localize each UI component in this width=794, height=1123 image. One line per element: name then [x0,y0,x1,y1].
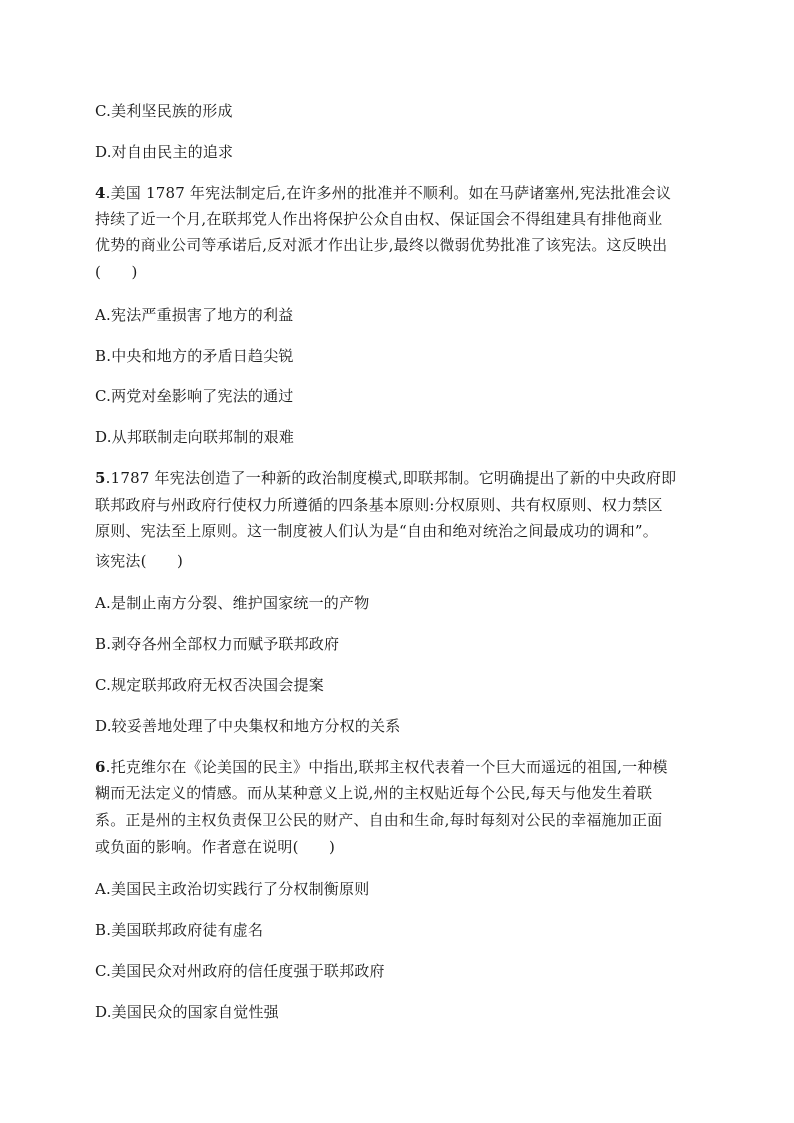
q4-option-d: D.从邦联制走向联邦制的艰难 [95,428,295,446]
q5-stem-line-4: 该宪法( ) [95,552,184,570]
q6-option-d: D.美国民众的国家自觉性强 [95,1003,279,1021]
q5-option-d: D.较妥善地处理了中央集权和地方分权的关系 [95,717,401,735]
q4-option-b: B.中央和地方的矛盾日趋尖锐 [95,347,294,365]
q3-option-d: D.对自由民主的追求 [95,143,234,161]
q6-stem-line-4: 或负面的影响。作者意在说明( ) [95,838,336,856]
q4-stem-line-2: 持续了近一个月,在联邦党人作出将保护公众自由权、保证国会不得组建具有排他商业 [95,210,663,228]
q6-number: 6 [95,758,106,776]
q5-stem-line-3: 原则、宪法至上原则。这一制度被人们认为是“自由和绝对统治之间最成功的调和”。 [95,522,658,540]
q4-option-c: C.两党对垒影响了宪法的通过 [95,387,294,405]
q4-stem-line-1: 4.美国 1787 年宪法制定后,在许多州的批准并不顺利。如在马萨诸塞州,宪法批准会议 [95,184,672,202]
q5-option-c: C.规定联邦政府无权否决国会提案 [95,676,324,694]
q4-stem-line-3: 优势的商业公司等承诺后,反对派才作出让步,最终以微弱优势批准了该宪法。这反映出 [95,236,668,254]
q5-number: 5 [95,469,106,487]
q4-number: 4 [95,184,106,202]
q5-stem-line-1: 5.1787 年宪法创造了一种新的政治制度模式,即联邦制。它明确提出了新的中央政府即 [95,469,677,487]
q4-answer-blank: ( ) [95,263,138,281]
q3-option-c: C.美利坚民族的形成 [95,102,233,120]
q5-stem-line-2: 联邦政府与州政府行使权力所遵循的四条基本原则:分权原则、共有权原则、权力禁区 [95,496,663,514]
q6-option-a: A.美国民主政治切实践行了分权制衡原则 [95,880,370,898]
q5-option-a: A.是制止南方分裂、维护国家统一的产物 [95,594,370,612]
q6-option-b: B.美国联邦政府徒有虚名 [95,921,264,939]
q6-stem-line-3: 系。正是州的主权负责保卫公民的财产、自由和生命,每时每刻对公民的幸福施加正面 [95,811,663,829]
q5-option-b: B.剥夺各州全部权力而赋予联邦政府 [95,635,340,653]
q4-option-a: A.宪法严重损害了地方的利益 [95,306,294,324]
q6-stem-line-2: 糊而无法定义的情感。而从某种意义上说,州的主权贴近每个公民,每天与他发生着联 [95,784,653,802]
q6-stem-line-1: 6.托克维尔在《论美国的民主》中指出,联邦主权代表着一个巨大而遥远的祖国,一种模 [95,758,668,776]
q6-option-c: C.美国民众对州政府的信任度强于联邦政府 [95,962,385,980]
